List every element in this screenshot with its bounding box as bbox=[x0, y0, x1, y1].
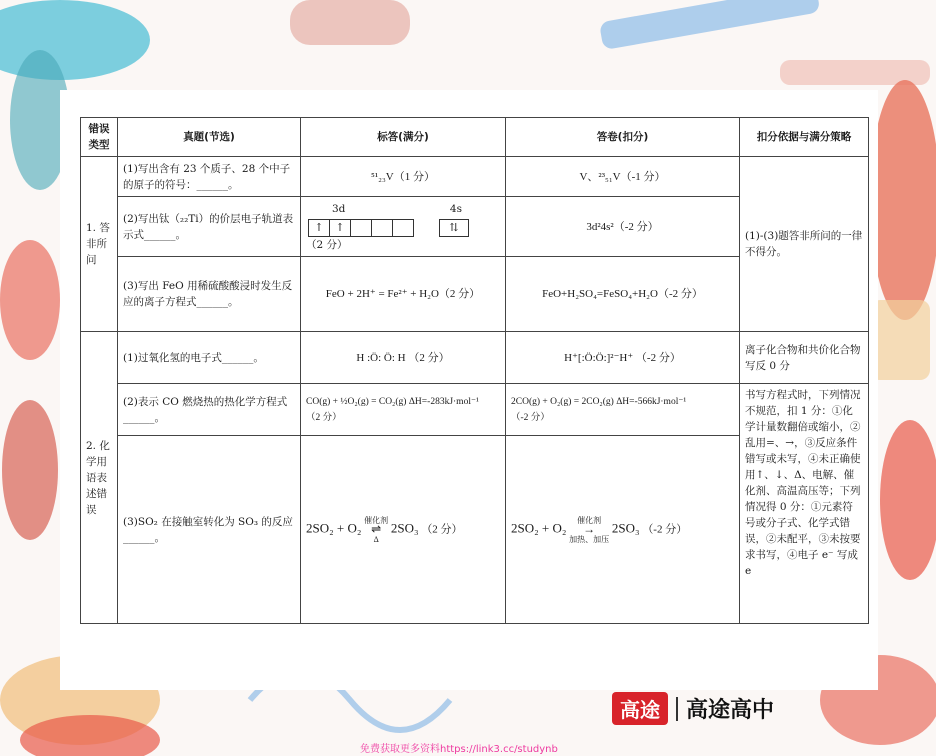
question-cell: (3)写出 FeO 用稀硫酸酸浸时发生反应的离子方程式______。 bbox=[118, 257, 301, 332]
response-cell: FeO+H₂SO₄=FeSO₄+H₂O（-2 分） bbox=[506, 257, 740, 332]
equation-right: 2SO₃ bbox=[390, 520, 419, 536]
equation-right: 2SO₃ bbox=[611, 520, 640, 536]
orbital-3d-boxes bbox=[308, 219, 413, 237]
question-cell: (1)写出含有 23 个质子、28 个中子的原子的符号：______。 bbox=[118, 157, 301, 197]
condition-label: Δ bbox=[373, 534, 379, 544]
question-cell: (2)写出钛（₂₂Ti）的价层电子轨道表示式______。 bbox=[118, 197, 301, 257]
brand-logo bbox=[612, 692, 774, 725]
header-strategy: 扣分依据与满分策略 bbox=[740, 118, 869, 157]
header-type: 错误类型 bbox=[81, 118, 118, 157]
answer-cell bbox=[301, 436, 506, 624]
orbital-box: ↑ bbox=[329, 219, 351, 237]
header-question: 真题(节选) bbox=[118, 118, 301, 157]
answer-cell bbox=[301, 384, 506, 436]
logo-badge: 高途 bbox=[612, 692, 668, 725]
orbital-box bbox=[371, 219, 393, 237]
orbital-row bbox=[308, 219, 500, 237]
label-4s: 4s bbox=[449, 202, 462, 215]
orbital-box: ↑ bbox=[308, 219, 330, 237]
logo-brand: 高途高中 bbox=[686, 698, 775, 723]
catalyst-label: 催化剂 bbox=[577, 515, 602, 525]
response-cell bbox=[506, 384, 740, 436]
strategy-cell-3: 书写方程式时，下列情况不规范，扣 1 分：①化学计量数翻倍或缩小，②乱用=、→，③反应条件错写或未写，④未正确使用↑、↓、Δ、电解、催化剂、高温高压等；下列情况得 0 分：①元素符号或分子式、化学式错误，②未配平，③未按要求书写，④电子 e⁻ 写成 e bbox=[740, 384, 869, 624]
answer-score: （2 分） bbox=[306, 412, 342, 423]
orbital-box bbox=[350, 219, 372, 237]
error-type-1: 1. 答非所问 bbox=[81, 157, 118, 332]
table-row bbox=[81, 384, 869, 436]
strategy-cell-2: 离子化合物和共价化合物写反 0 分 bbox=[740, 332, 869, 384]
response-cell bbox=[506, 436, 740, 624]
answer-cell: H :Ö: Ö: H （2 分） bbox=[301, 332, 506, 384]
question-cell: (1)过氧化氢的电子式______。 bbox=[118, 332, 301, 384]
strategy-cell-1: (1)-(3)题答非所问的一律不得分。 bbox=[740, 157, 869, 332]
answer-cell: FeO + 2H⁺ = Fe²⁺ + H₂O（2 分） bbox=[301, 257, 506, 332]
header-response: 答卷(扣分) bbox=[506, 118, 740, 157]
answer-score: （2 分） bbox=[421, 523, 463, 536]
response-cell: 3d²4s²（-2 分） bbox=[506, 197, 740, 257]
catalyst-label: 催化剂 bbox=[364, 515, 389, 525]
question-cell: (2)表示 CO 燃烧热的热化学方程式______。 bbox=[118, 384, 301, 436]
logo-separator bbox=[676, 697, 678, 721]
response-cell: H⁺[:Ö:Ö:]²⁻H⁺ （-2 分） bbox=[506, 332, 740, 384]
header-answer: 标答(满分) bbox=[301, 118, 506, 157]
footer-link[interactable]: 免费获取更多资料https://link3.cc/studynb bbox=[360, 744, 558, 755]
answer-equation: CO(g) + ½O₂(g) = CO₂(g) ΔH=-283kJ·mol⁻¹ bbox=[306, 396, 479, 407]
question-cell: (3)SO₂ 在接触室转化为 SO₃ 的反应______。 bbox=[118, 436, 301, 624]
equation-left: 2SO₂ + O₂ bbox=[306, 520, 362, 536]
orbital-box: ⇅ bbox=[439, 219, 469, 237]
orbital-box bbox=[392, 219, 414, 237]
reaction-arrow: 催化剂 ⇌ Δ bbox=[364, 515, 389, 544]
response-cell: V、²³₅₁V（-1 分） bbox=[506, 157, 740, 197]
table-header-row bbox=[81, 118, 869, 157]
table-row bbox=[81, 157, 869, 197]
orbital-labels bbox=[332, 201, 462, 217]
error-analysis-table bbox=[80, 117, 869, 624]
label-3d: 3d bbox=[332, 202, 346, 215]
answer-cell: ⁵¹₂₃V（1 分） bbox=[301, 157, 506, 197]
reaction-arrow: 催化剂 → 加热、加压 bbox=[569, 515, 610, 544]
orbital-diagram-cell bbox=[301, 197, 506, 257]
response-score: （-2 分） bbox=[511, 412, 550, 423]
condition-label: 加热、加压 bbox=[569, 534, 610, 544]
response-score: （-2 分） bbox=[642, 523, 688, 536]
error-type-2: 2. 化学用语表述错误 bbox=[81, 332, 118, 624]
answer-score: （2 分） bbox=[306, 238, 348, 251]
equation-left: 2SO₂ + O₂ bbox=[511, 520, 567, 536]
response-equation: 2CO(g) + O₂(g) = 2CO₂(g) ΔH=-566kJ·mol⁻¹ bbox=[511, 396, 687, 407]
orbital-4s-box bbox=[439, 219, 468, 237]
table-row bbox=[81, 332, 869, 384]
